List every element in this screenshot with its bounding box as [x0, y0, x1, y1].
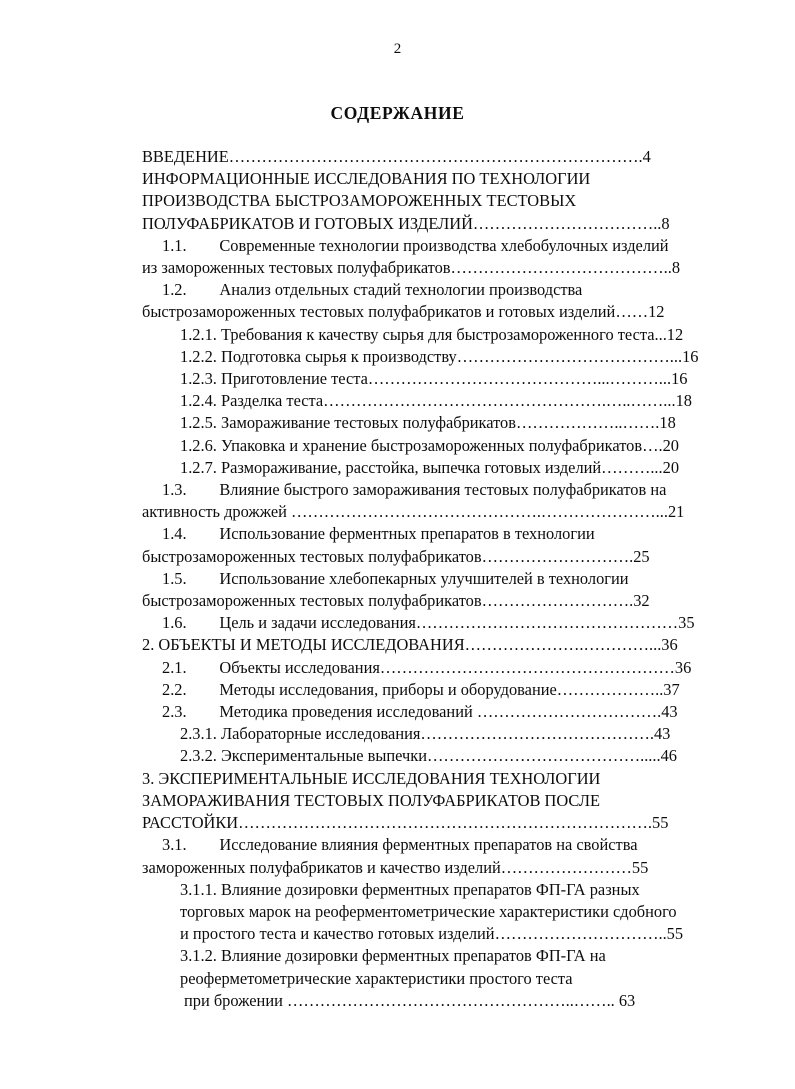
toc-entry-line[interactable]: ЗАМОРАЖИВАНИЯ ТЕСТОВЫХ ПОЛУФАБРИКАТОВ ПОСЛЕ — [142, 790, 601, 810]
toc-entry-line[interactable]: 2. ОБЪЕКТЫ И МЕТОДЫ ИССЛЕДОВАНИЯ………………….…………...36 — [142, 635, 678, 655]
toc-entry-line[interactable]: 2.3.2. Экспериментальные выпечки………………………………….....46 — [180, 746, 677, 766]
toc-entry-line[interactable]: и простого теста и качество готовых изделий…………………………..55 — [180, 924, 684, 944]
toc-entry-line[interactable]: 2.2. Методы исследования, приборы и оборудование………………..37 — [162, 679, 680, 699]
toc-entry-line[interactable]: 1.6. Цель и задачи исследования…………………………………………35 — [162, 613, 695, 633]
toc-entry-line[interactable]: 3.1.1. Влияние дозировки ферментных препаратов ФП-ГА разных — [180, 879, 640, 899]
page-number: 2 — [393, 41, 402, 57]
toc-entry-line[interactable]: 2.1. Объекты исследования………………………………………………36 — [162, 657, 692, 677]
toc-entry-line[interactable]: быстрозамороженных тестовых полуфабрикатов и готовых изделий……12 — [142, 302, 665, 322]
toc-entry-line[interactable]: 3.1.2. Влияние дозировки ферментных препаратов ФП-ГА на — [180, 946, 606, 966]
toc-entry-line[interactable]: 1.5. Использование хлебопекарных улучшителей в технологии — [162, 568, 629, 588]
toc-entry-line[interactable]: 3. ЭКСПЕРИМЕНТАЛЬНЫЕ ИССЛЕДОВАНИЯ ТЕХНОЛОГИИ — [142, 768, 601, 788]
toc-entry-line[interactable]: 1.2.4. Разделка теста…………………………………………….…..……...18 — [180, 391, 692, 411]
toc-entry-line[interactable]: из замороженных тестовых полуфабрикатов…………………………………..8 — [142, 258, 681, 278]
toc-entry-line[interactable]: 1.2.5. Замораживание тестовых полуфабрикатов………………..…….18 — [180, 413, 676, 433]
toc-entry-line[interactable]: замороженных полуфабрикатов и качество изделий……………………55 — [142, 857, 649, 877]
toc-entry-line[interactable]: ВВЕДЕНИЕ………………………………………………………………….4 — [142, 147, 651, 166]
toc-entry-line[interactable]: быстрозамороженных тестовых полуфабрикатов……………………….25 — [142, 546, 650, 566]
toc-entry-line[interactable]: ПОЛУФАБРИКАТОВ И ГОТОВЫХ ИЗДЕЛИЙ……………………………..8 — [142, 213, 670, 233]
toc-entry-line[interactable]: 1.2.6. Упаковка и хранение быстрозамороженных полуфабрикатов….20 — [180, 435, 679, 455]
toc-entry-line[interactable]: 1.2.1. Требования к качеству сырья для быстрозамороженного теста...12 — [180, 324, 684, 344]
toc-entry-line[interactable]: 1.2.7. Размораживание, расстойка, выпечка готовых изделий………...20 — [180, 457, 680, 477]
toc-entry-line[interactable]: быстрозамороженных тестовых полуфабрикатов……………………….32 — [142, 591, 650, 611]
toc-entry-line[interactable]: 2.3. Методика проведения исследований …………………………….43 — [162, 702, 678, 722]
toc-entry-line[interactable]: торговых марок на реоферментометрические характеристики сдобного — [180, 901, 677, 921]
toc-entry-line[interactable]: 1.2. Анализ отдельных стадий технологии производства — [162, 280, 583, 300]
page-title: СОДЕРЖАНИЕ — [330, 103, 465, 123]
toc-entry-line[interactable]: 1.2.2. Подготовка сырья к производству…………………………………...16 — [180, 346, 699, 366]
toc-entry-line[interactable]: при брожении ……………………………………………..…….. 63 — [184, 990, 636, 1010]
toc-entry-line[interactable]: 2.3.1. Лабораторные исследования…………………………………….43 — [180, 724, 671, 744]
table-of-contents — [142, 146, 738, 1012]
toc-entry-line[interactable]: 1.4. Использование ферментных препаратов в технологии — [162, 524, 595, 544]
toc-entry-line[interactable]: РАССТОЙКИ………………………………………………………………….55 — [142, 813, 669, 833]
toc-entry-line[interactable]: реоферметометрические характеристики простого теста — [180, 968, 573, 988]
toc-entry-line[interactable]: 1.1. Современные технологии производства хлебобулочных изделий — [162, 235, 669, 255]
toc-entry-line[interactable]: ПРОИЗВОДСТВА БЫСТРОЗАМОРОЖЕННЫХ ТЕСТОВЫХ — [142, 191, 577, 211]
toc-entry-line[interactable]: 1.2.3. Приготовление теста……………………………………...………...16 — [180, 369, 688, 389]
toc-entry-line[interactable]: ИНФОРМАЦИОННЫЕ ИССЛЕДОВАНИЯ ПО ТЕХНОЛОГИИ — [142, 169, 591, 189]
toc-entry-line[interactable]: активность дрожжей ……………………………………….…………………...21 — [142, 502, 685, 522]
toc-entry-line[interactable]: 1.3. Влияние быстрого замораживания тестовых полуфабрикатов на — [162, 480, 667, 500]
toc-entry-line[interactable]: 3.1. Исследование влияния ферментных препаратов на свойства — [162, 835, 638, 855]
